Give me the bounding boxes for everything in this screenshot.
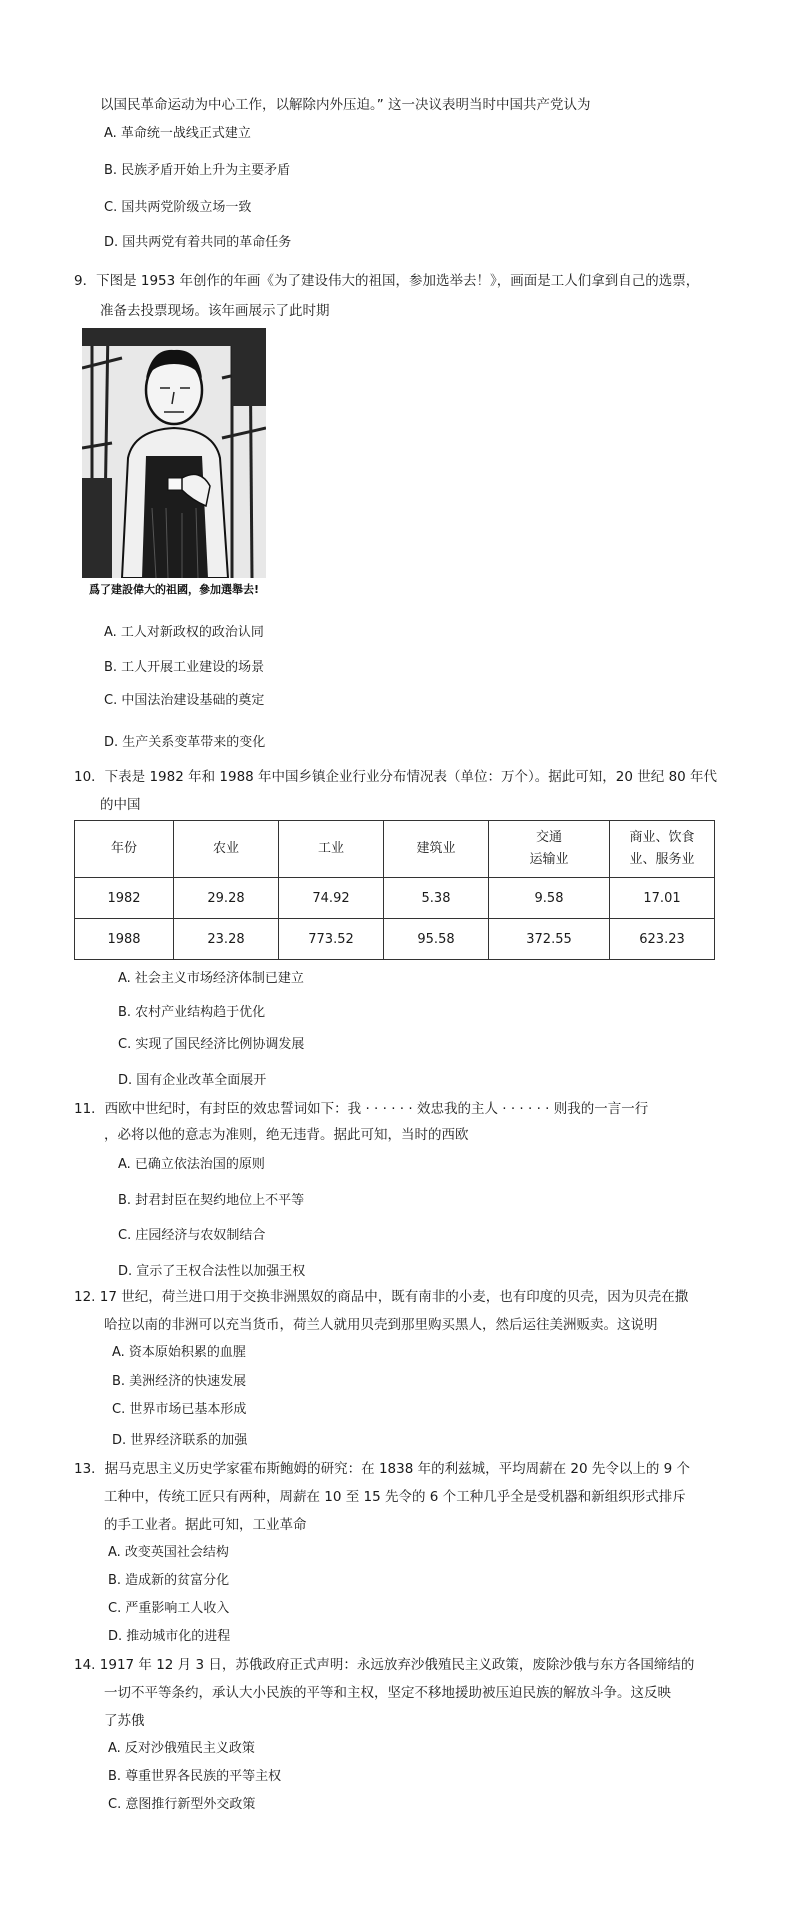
table-cell: 1982	[75, 878, 174, 919]
header-year: 年份	[75, 821, 174, 878]
q10-stem-line2: 的中国	[100, 797, 141, 813]
q12-stem-line2: 哈拉以南的非洲可以充当货币，荷兰人就用贝壳到那里购买黑人，然后运往美洲贩卖。这说明	[104, 1317, 658, 1333]
q12-stem-line1: 12. 17 世纪，荷兰进口用于交换非洲黑奴的商品中，既有南非的小麦，也有印度的贝壳，因为贝壳在撒	[74, 1289, 689, 1305]
q13-option-b: B. 造成新的贫富分化	[108, 1573, 230, 1588]
figure-caption: 爲了建設偉大的祖國，參加選舉去!	[88, 583, 260, 596]
q9-stem-line1: 9．下图是 1953 年创作的年画《为了建设伟大的祖国，参加选举去！》，画面是工人们拿到自己的选票，	[74, 273, 700, 289]
q14-stem-line2: 一切不平等条约，承认大小民族的平等和主权，坚定不移地援助被压迫民族的解放斗争。这反映	[104, 1685, 671, 1701]
q11-option-a: A. 已确立依法治国的原则	[118, 1157, 265, 1172]
q10-option-d: D. 国有企业改革全面展开	[118, 1073, 267, 1088]
table-row	[75, 878, 715, 919]
q9-woodcut-figure	[82, 328, 266, 598]
q9-option-c: C. 中国法治建设基础的奠定	[104, 693, 265, 708]
table-cell: 17.01	[610, 878, 715, 919]
q12-option-a: A. 资本原始积累的血腥	[112, 1345, 246, 1360]
table-cell: 773.52	[279, 919, 384, 960]
q11-option-c: C. 庄园经济与农奴制结合	[118, 1228, 266, 1243]
table-cell: 95.58	[384, 919, 489, 960]
q10-stem-line1: 10．下表是 1982 年和 1988 年中国乡镇企业行业分布情况表（单位：万个）。据此可知，20 世纪 80 年代	[74, 769, 718, 785]
q8-option-b: B. 民族矛盾开始上升为主要矛盾	[104, 163, 291, 178]
q14-option-b: B. 尊重世界各民族的平等主权	[108, 1769, 282, 1784]
table-cell: 29.28	[174, 878, 279, 919]
q13-option-c: C. 严重影响工人收入	[108, 1601, 230, 1616]
table-cell: 1988	[75, 919, 174, 960]
q8-option-d: D. 国共两党有着共同的革命任务	[104, 235, 292, 250]
q13-option-a: A. 改变英国社会结构	[108, 1545, 229, 1560]
table-cell: 74.92	[279, 878, 384, 919]
table-cell: 623.23	[610, 919, 715, 960]
q11-stem-line2: ，必将以他的意志为准则，绝无违背。据此可知，当时的西欧	[104, 1127, 469, 1143]
q14-option-c: C. 意图推行新型外交政策	[108, 1797, 256, 1812]
q14-stem-line3: 了苏俄	[104, 1713, 145, 1729]
q12-option-c: C. 世界市场已基本形成	[112, 1402, 247, 1417]
woodcut-worker-image	[82, 328, 266, 598]
q8-stem-tail: 以国民革命运动为中心工作，以解除内外压迫。” 这一决议表明当时中国共产党认为	[100, 97, 591, 113]
table-cell: 9.58	[489, 878, 610, 919]
header-industry: 工业	[279, 821, 384, 878]
q14-stem-line1: 14. 1917 年 12 月 3 日，苏俄政府正式声明：永远放弃沙俄殖民主义政策，废除沙俄与东方各国缔结的	[74, 1657, 695, 1673]
header-agriculture: 农业	[174, 821, 279, 878]
q13-stem-line1: 13．据马克思主义历史学家霍布斯鲍姆的研究：在 1838 年的利兹城，平均周薪在 20 先令以上的 9 个	[74, 1461, 691, 1477]
table-cell: 372.55	[489, 919, 610, 960]
q10-data-table	[74, 820, 715, 960]
q9-stem-line2: 准备去投票现场。该年画展示了此时期	[100, 303, 330, 319]
table-row	[75, 919, 715, 960]
q9-option-b: B. 工人开展工业建设的场景	[104, 660, 265, 675]
q10-option-c: C. 实现了国民经济比例协调发展	[118, 1037, 305, 1052]
table-cell: 23.28	[174, 919, 279, 960]
q11-stem-line1: 11．西欧中世纪时，有封臣的效忠誓词如下：我 · · · · · · 效忠我的主人 · · · · · · 则我的一言一行	[74, 1101, 649, 1117]
table-header-row	[75, 821, 715, 878]
q10-option-a: A. 社会主义市场经济体制已建立	[118, 971, 304, 986]
q13-stem-line2: 工种中，传统工匠只有两种，周薪在 10 至 15 先令的 6 个工种几乎全是受机器和新组织形式排斥	[104, 1489, 686, 1505]
q9-option-a: A. 工人对新政权的政治认同	[104, 625, 264, 640]
q11-option-b: B. 封君封臣在契约地位上不平等	[118, 1193, 305, 1208]
q8-option-c: C. 国共两党阶级立场一致	[104, 200, 252, 215]
q13-option-d: D. 推动城市化的进程	[108, 1629, 231, 1644]
q12-option-d: D. 世界经济联系的加强	[112, 1433, 248, 1448]
q8-option-a: A. 革命统一战线正式建立	[104, 126, 251, 141]
q11-option-d: D. 宣示了王权合法性以加强王权	[118, 1264, 306, 1279]
q9-option-d: D. 生产关系变革带来的变化	[104, 735, 266, 750]
header-construction: 建筑业	[384, 821, 489, 878]
q12-option-b: B. 美洲经济的快速发展	[112, 1374, 247, 1389]
header-transport: 交通 运输业	[489, 821, 610, 878]
q13-stem-line3: 的手工业者。据此可知，工业革命	[104, 1517, 307, 1533]
header-commerce: 商业、饮食 业、服务业	[610, 821, 715, 878]
q14-option-a: A. 反对沙俄殖民主义政策	[108, 1741, 255, 1756]
q10-option-b: B. 农村产业结构趋于优化	[118, 1005, 266, 1020]
table-cell: 5.38	[384, 878, 489, 919]
